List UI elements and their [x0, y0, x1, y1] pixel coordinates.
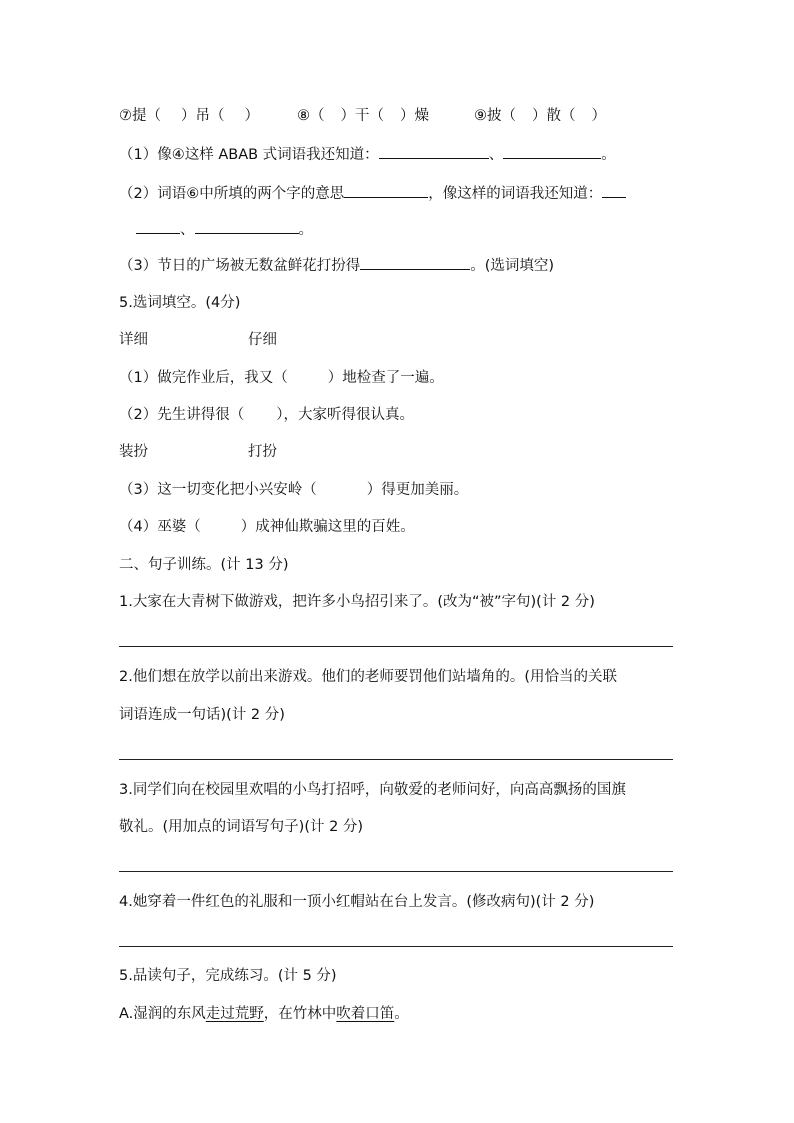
- answer-blank[interactable]: [503, 144, 601, 159]
- question-3: [119, 255, 554, 276]
- fill-item-4: [119, 517, 415, 537]
- word-fill-row: [119, 106, 259, 126]
- word-fill-item-9: [474, 106, 606, 126]
- answer-blank[interactable]: [195, 219, 299, 234]
- task-4: 4.她穿着一件红色的礼服和一顶小红帽站在台上发言。(修改病句)(计 2 分): [119, 894, 595, 910]
- task-3-line1: 3.同学们向在校园里欢唱的小鸟打招呼，向敬爱的老师问好，向高高飘扬的国旗: [119, 782, 626, 798]
- task-2-line1: 2.他们想在放学以前出来游戏。他们的老师要罚他们站墙角的。(用恰当的关联: [119, 669, 617, 685]
- question-1-text: （1）像④这样 ABAB 式词语我还知道：: [119, 147, 379, 163]
- answer-blank[interactable]: [379, 144, 489, 159]
- word-choice-c: 装扮: [119, 444, 148, 460]
- word-fill-item-8: [297, 106, 429, 126]
- underlined-phrase: 吹着口笛: [336, 1006, 395, 1022]
- question-2-cont: [136, 219, 313, 240]
- question-3-end: 。(选词填空): [470, 258, 555, 274]
- fill-item-1: [119, 368, 444, 388]
- fill-item-2-b: ），大家听得很认真。: [276, 407, 414, 423]
- word-choice-a: 详细: [119, 332, 148, 348]
- question-2-mid: ，像这样的词语我还知道：: [428, 186, 603, 202]
- item-7-part2: ）吊（: [181, 108, 225, 124]
- task-3-line2: 敬礼。(用加点的词语写句子)(计 2 分): [119, 819, 364, 835]
- fill-item-4-a: （4）巫婆（: [119, 519, 201, 535]
- item-9-part3: ）: [591, 108, 606, 124]
- question-2-text: （2）词语⑥中所填的两个字的意思: [119, 186, 345, 202]
- fill-item-3: [119, 480, 468, 500]
- item-7-part3: ）: [244, 108, 259, 124]
- answer-line[interactable]: [119, 759, 673, 760]
- item-7-part1: ⑦提（: [119, 108, 161, 124]
- fill-item-4-b: ）成神仙欺骗这里的百姓。: [240, 519, 415, 535]
- task-1: 1.大家在大青树下做游戏，把许多小鸟招引来了。(改为“被”字句)(计 2 分): [119, 594, 595, 610]
- question-1: [119, 144, 616, 165]
- fill-item-2: [119, 405, 414, 425]
- question-3-text: （3）节日的广场被无数盆鲜花打扮得: [119, 258, 361, 274]
- answer-blank[interactable]: [344, 183, 428, 198]
- separator: 、: [180, 222, 195, 238]
- section-5-title: 5.选词填空。(4分): [119, 295, 241, 311]
- question-2: [119, 183, 626, 204]
- fill-item-1-b: ）地检查了一遍。: [327, 370, 444, 386]
- end-mark: 。: [601, 147, 616, 163]
- word-choice-d: 打扮: [248, 444, 277, 460]
- answer-blank[interactable]: [602, 183, 626, 198]
- end-mark: 。: [298, 222, 313, 238]
- answer-blank[interactable]: [360, 255, 470, 270]
- sentence-a-part3: ，在竹林中: [263, 1006, 337, 1022]
- item-8-part2: ）干（: [340, 108, 384, 124]
- fill-item-2-a: （2）先生讲得很（: [119, 407, 245, 423]
- answer-line[interactable]: [119, 871, 673, 872]
- fill-item-1-a: （1）做完作业后，我又（: [119, 370, 288, 386]
- answer-blank[interactable]: [136, 219, 180, 234]
- word-choice-b: 仔细: [248, 332, 277, 348]
- part-2-title: 二、句子训练。(计 13 分): [119, 557, 289, 573]
- sentence-a-part5: 。: [394, 1006, 409, 1022]
- item-8-part3: ）燥: [400, 108, 429, 124]
- item-9-part1: ⑨披（: [474, 108, 516, 124]
- fill-item-3-b: ）得更加美丽。: [366, 482, 469, 498]
- separator: 、: [488, 147, 504, 163]
- underlined-phrase: 走过荒野: [205, 1006, 264, 1022]
- sentence-a: [119, 1004, 409, 1024]
- answer-line[interactable]: [119, 646, 673, 647]
- answer-line[interactable]: [119, 946, 673, 947]
- fill-item-3-a: （3）这一切变化把小兴安岭（: [119, 482, 317, 498]
- item-9-part2: ）散（: [532, 108, 576, 124]
- task-2-line2: 词语连成一句话)(计 2 分): [119, 707, 285, 723]
- item-8-part1: ⑧（: [297, 108, 325, 124]
- task-5: 5.品读句子，完成练习。(计 5 分): [119, 968, 337, 984]
- sentence-a-part1: A.湿润的东风: [119, 1006, 206, 1022]
